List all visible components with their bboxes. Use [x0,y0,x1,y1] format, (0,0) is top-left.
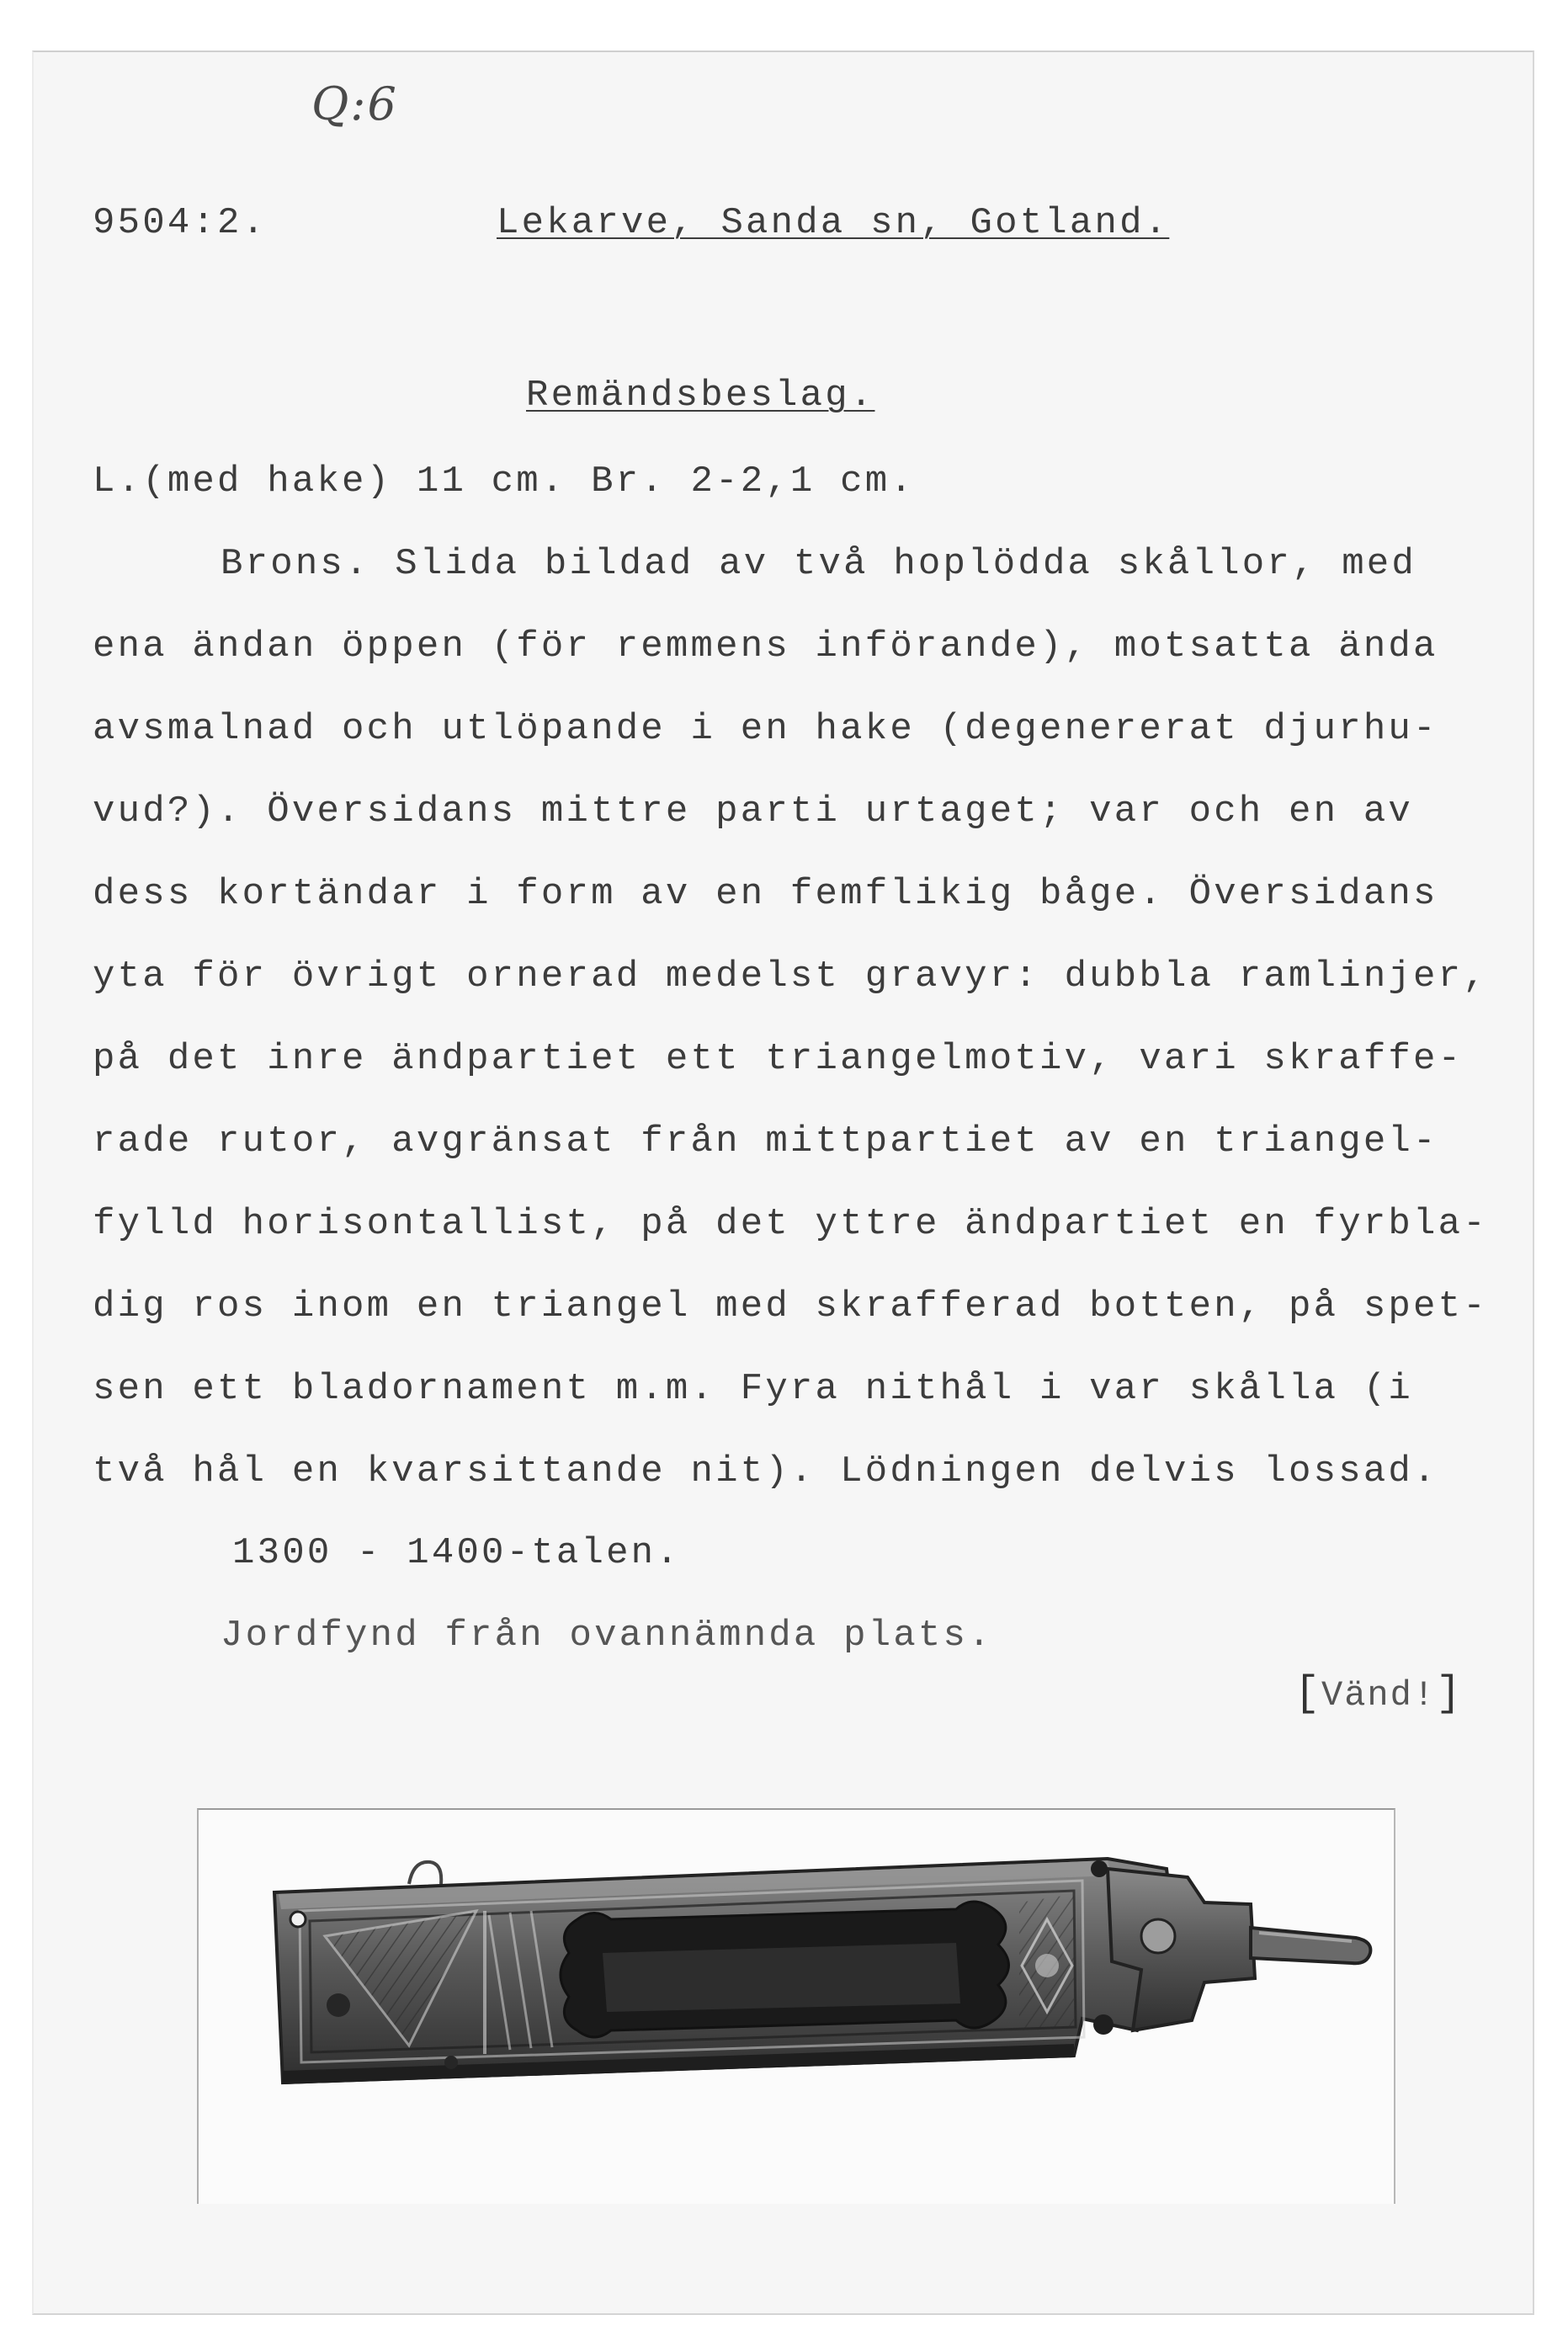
provenance: Jordfynd från ovannämnda plats. [221,1615,993,1657]
description-line: dig ros inom en triangel med skrafferad botten, på spet- [93,1285,1488,1328]
dimensions: L.(med hake) 11 cm. Br. 2-2,1 cm. [93,460,915,503]
dating: 1300 - 1400-talen. [232,1532,681,1574]
description-line: rade rutor, avgränsat från mittpartiet av en triangel- [93,1120,1438,1163]
catalog-number: 9504:2. [93,202,268,244]
turn-over-note: [Vänd!] [1294,1670,1464,1718]
description-line: två hål en kvarsittande nit). Lödningen delvis lossad. [93,1450,1438,1493]
turn-over-text: Vänd! [1321,1675,1437,1716]
description-line: dess kortändar i form av en femflikig båge. Översidans [93,873,1438,915]
description-line: på det inre ändpartiet ett triangelmotiv, vari skraffe- [93,1038,1464,1080]
description-line: vud?). Översidans mittre parti urtaget; var och en av [93,790,1414,833]
description-line: Brons. Slida bildad av två hoplödda skållor, med [221,543,1417,585]
find-location: Lekarve, Sanda sn, Gotland. [497,202,1170,244]
description-line: fylld horisontallist, på det yttre ändpartiet en fyrbla- [93,1203,1488,1245]
description-line: yta för övrigt ornerad medelst gravyr: dubbla ramlinjer, [93,955,1488,998]
description-line: sen ett bladornament m.m. Fyra nithål i var skålla (i [93,1368,1414,1410]
object-photograph [197,1808,1395,2204]
belt-end-mount-image [199,1810,1394,2204]
handwritten-note: Q:6 [311,77,398,130]
description-line: avsmalnad och utlöpande i en hake (degenererat djurhu- [93,708,1438,750]
description-line: ena ändan öppen (för remmens införande), motsatta ända [93,625,1438,668]
object-title: Remändsbeslag. [526,375,875,417]
